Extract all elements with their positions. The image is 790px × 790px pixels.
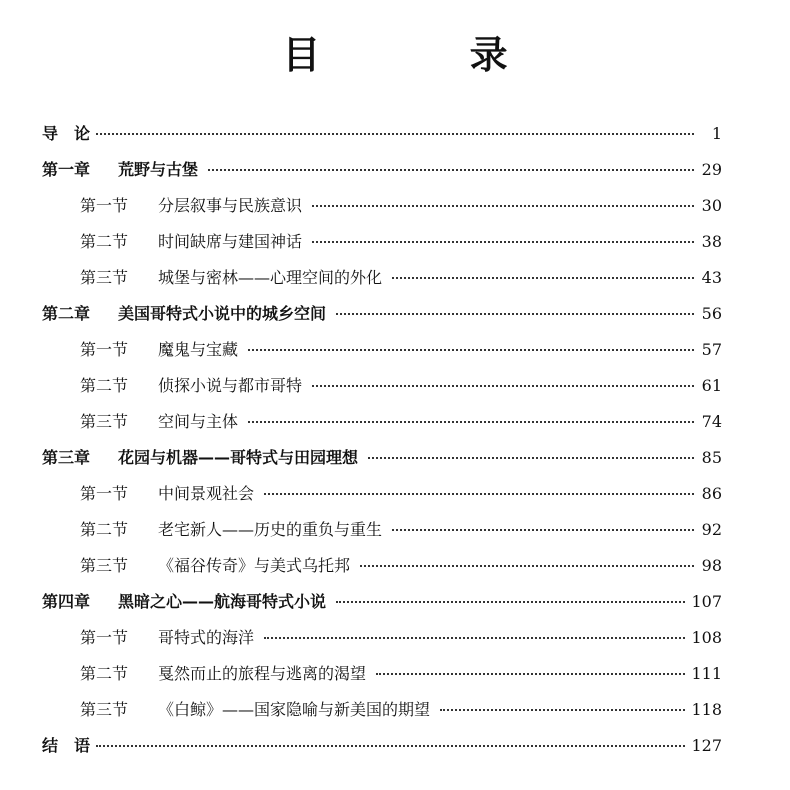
dot-leader (336, 313, 694, 315)
entry-page-number: 85 (701, 448, 722, 467)
toc-entry-chapter-2-section-1[interactable] (42, 332, 722, 368)
entry-page-number: 29 (701, 160, 722, 179)
entry-title: 侦探小说与都市哥特 (158, 376, 303, 395)
entry-label: 第四章 (42, 592, 91, 611)
entry-title: 荒野与古堡 (118, 160, 199, 179)
dot-leader (96, 133, 694, 135)
entry-page-number: 61 (701, 376, 722, 395)
entry-page-number: 57 (701, 340, 722, 359)
toc-entry-introduction[interactable] (42, 116, 722, 152)
entry-label: 第二节 (80, 520, 129, 539)
entry-page-number: 38 (701, 232, 722, 251)
toc-entry-chapter-2-section-3[interactable] (42, 404, 722, 440)
entry-label: 第三节 (80, 268, 129, 287)
toc-entry-chapter-1-section-1[interactable] (42, 188, 722, 224)
entry-title: 哥特式的海洋 (158, 628, 255, 647)
entry-label: 第三节 (80, 412, 129, 431)
toc-entry-chapter-4[interactable] (42, 584, 722, 620)
dot-leader (264, 493, 694, 495)
entry-label: 第二节 (80, 232, 129, 251)
toc-entry-chapter-4-section-2[interactable] (42, 656, 722, 692)
toc-entry-chapter-4-section-1[interactable] (42, 620, 722, 656)
entry-title: 老宅新人——历史的重负与重生 (158, 520, 383, 539)
dot-leader (360, 565, 694, 567)
entry-page-number: 111 (691, 664, 722, 683)
entry-page-number: 86 (701, 484, 722, 503)
toc-entry-chapter-3-section-3[interactable] (42, 548, 722, 584)
entry-title: 戛然而止的旅程与逃离的渴望 (158, 664, 367, 683)
entry-title: 《福谷传奇》与美式乌托邦 (158, 556, 351, 575)
dot-leader (208, 169, 694, 171)
entry-page-number: 107 (691, 592, 722, 611)
entry-title: 美国哥特式小说中的城乡空间 (118, 304, 327, 323)
entry-label: 第一节 (80, 340, 129, 359)
entry-label: 第二章 (42, 304, 91, 323)
entry-page-number: 98 (701, 556, 722, 575)
dot-leader (368, 457, 694, 459)
toc-entry-chapter-3[interactable] (42, 440, 722, 476)
entry-label: 第一节 (80, 196, 129, 215)
entry-title: 《白鲸》——国家隐喻与新美国的期望 (158, 700, 431, 719)
entry-label: 第一节 (80, 628, 129, 647)
toc-entry-chapter-2[interactable] (42, 296, 722, 332)
toc-entry-chapter-4-section-3[interactable] (42, 692, 722, 728)
toc-entry-chapter-3-section-2[interactable] (42, 512, 722, 548)
table-of-contents (42, 116, 722, 764)
entry-title: 分层叙事与民族意识 (158, 196, 303, 215)
entry-label: 第三章 (42, 448, 91, 467)
entry-page-number: 43 (701, 268, 722, 287)
entry-title: 中间景观社会 (158, 484, 255, 503)
dot-leader (392, 529, 694, 531)
dot-leader (336, 601, 685, 603)
toc-entry-chapter-2-section-2[interactable] (42, 368, 722, 404)
entry-page-number: 108 (691, 628, 722, 647)
entry-page-number: 118 (691, 700, 722, 719)
entry-label: 第二节 (80, 664, 129, 683)
toc-entry-chapter-1-section-2[interactable] (42, 224, 722, 260)
entry-page-number: 1 (711, 124, 722, 143)
dot-leader (312, 385, 694, 387)
dot-leader (248, 421, 694, 423)
dot-leader (312, 241, 694, 243)
entry-page-number: 74 (701, 412, 722, 431)
page-title: 目 录 (282, 33, 576, 77)
toc-entry-chapter-1[interactable] (42, 152, 722, 188)
entry-page-number: 56 (701, 304, 722, 323)
entry-label: 第一章 (42, 160, 91, 179)
entry-label: 第三节 (80, 700, 129, 719)
dot-leader (312, 205, 694, 207)
dot-leader (264, 637, 685, 639)
entry-label: 第一节 (80, 484, 129, 503)
dot-leader (248, 349, 694, 351)
entry-title: 时间缺席与建国神话 (158, 232, 303, 251)
dot-leader (440, 709, 685, 711)
entry-page-number: 127 (691, 736, 722, 755)
entry-label: 导论 (42, 124, 107, 143)
dot-leader (376, 673, 685, 675)
entry-title: 空间与主体 (158, 412, 239, 431)
entry-label: 结语 (42, 736, 107, 755)
toc-entry-chapter-1-section-3[interactable] (42, 260, 722, 296)
entry-title: 黑暗之心——航海哥特式小说 (118, 592, 327, 611)
entry-title: 花园与机器——哥特式与田园理想 (118, 448, 359, 467)
dot-leader (96, 745, 685, 747)
entry-page-number: 92 (701, 520, 722, 539)
entry-label: 第二节 (80, 376, 129, 395)
dot-leader (392, 277, 694, 279)
entry-title: 魔鬼与宝藏 (158, 340, 239, 359)
toc-entry-conclusion[interactable] (42, 728, 722, 764)
entry-page-number: 30 (701, 196, 722, 215)
toc-entry-chapter-3-section-1[interactable] (42, 476, 722, 512)
entry-title: 城堡与密林——心理空间的外化 (158, 268, 383, 287)
entry-label: 第三节 (80, 556, 129, 575)
